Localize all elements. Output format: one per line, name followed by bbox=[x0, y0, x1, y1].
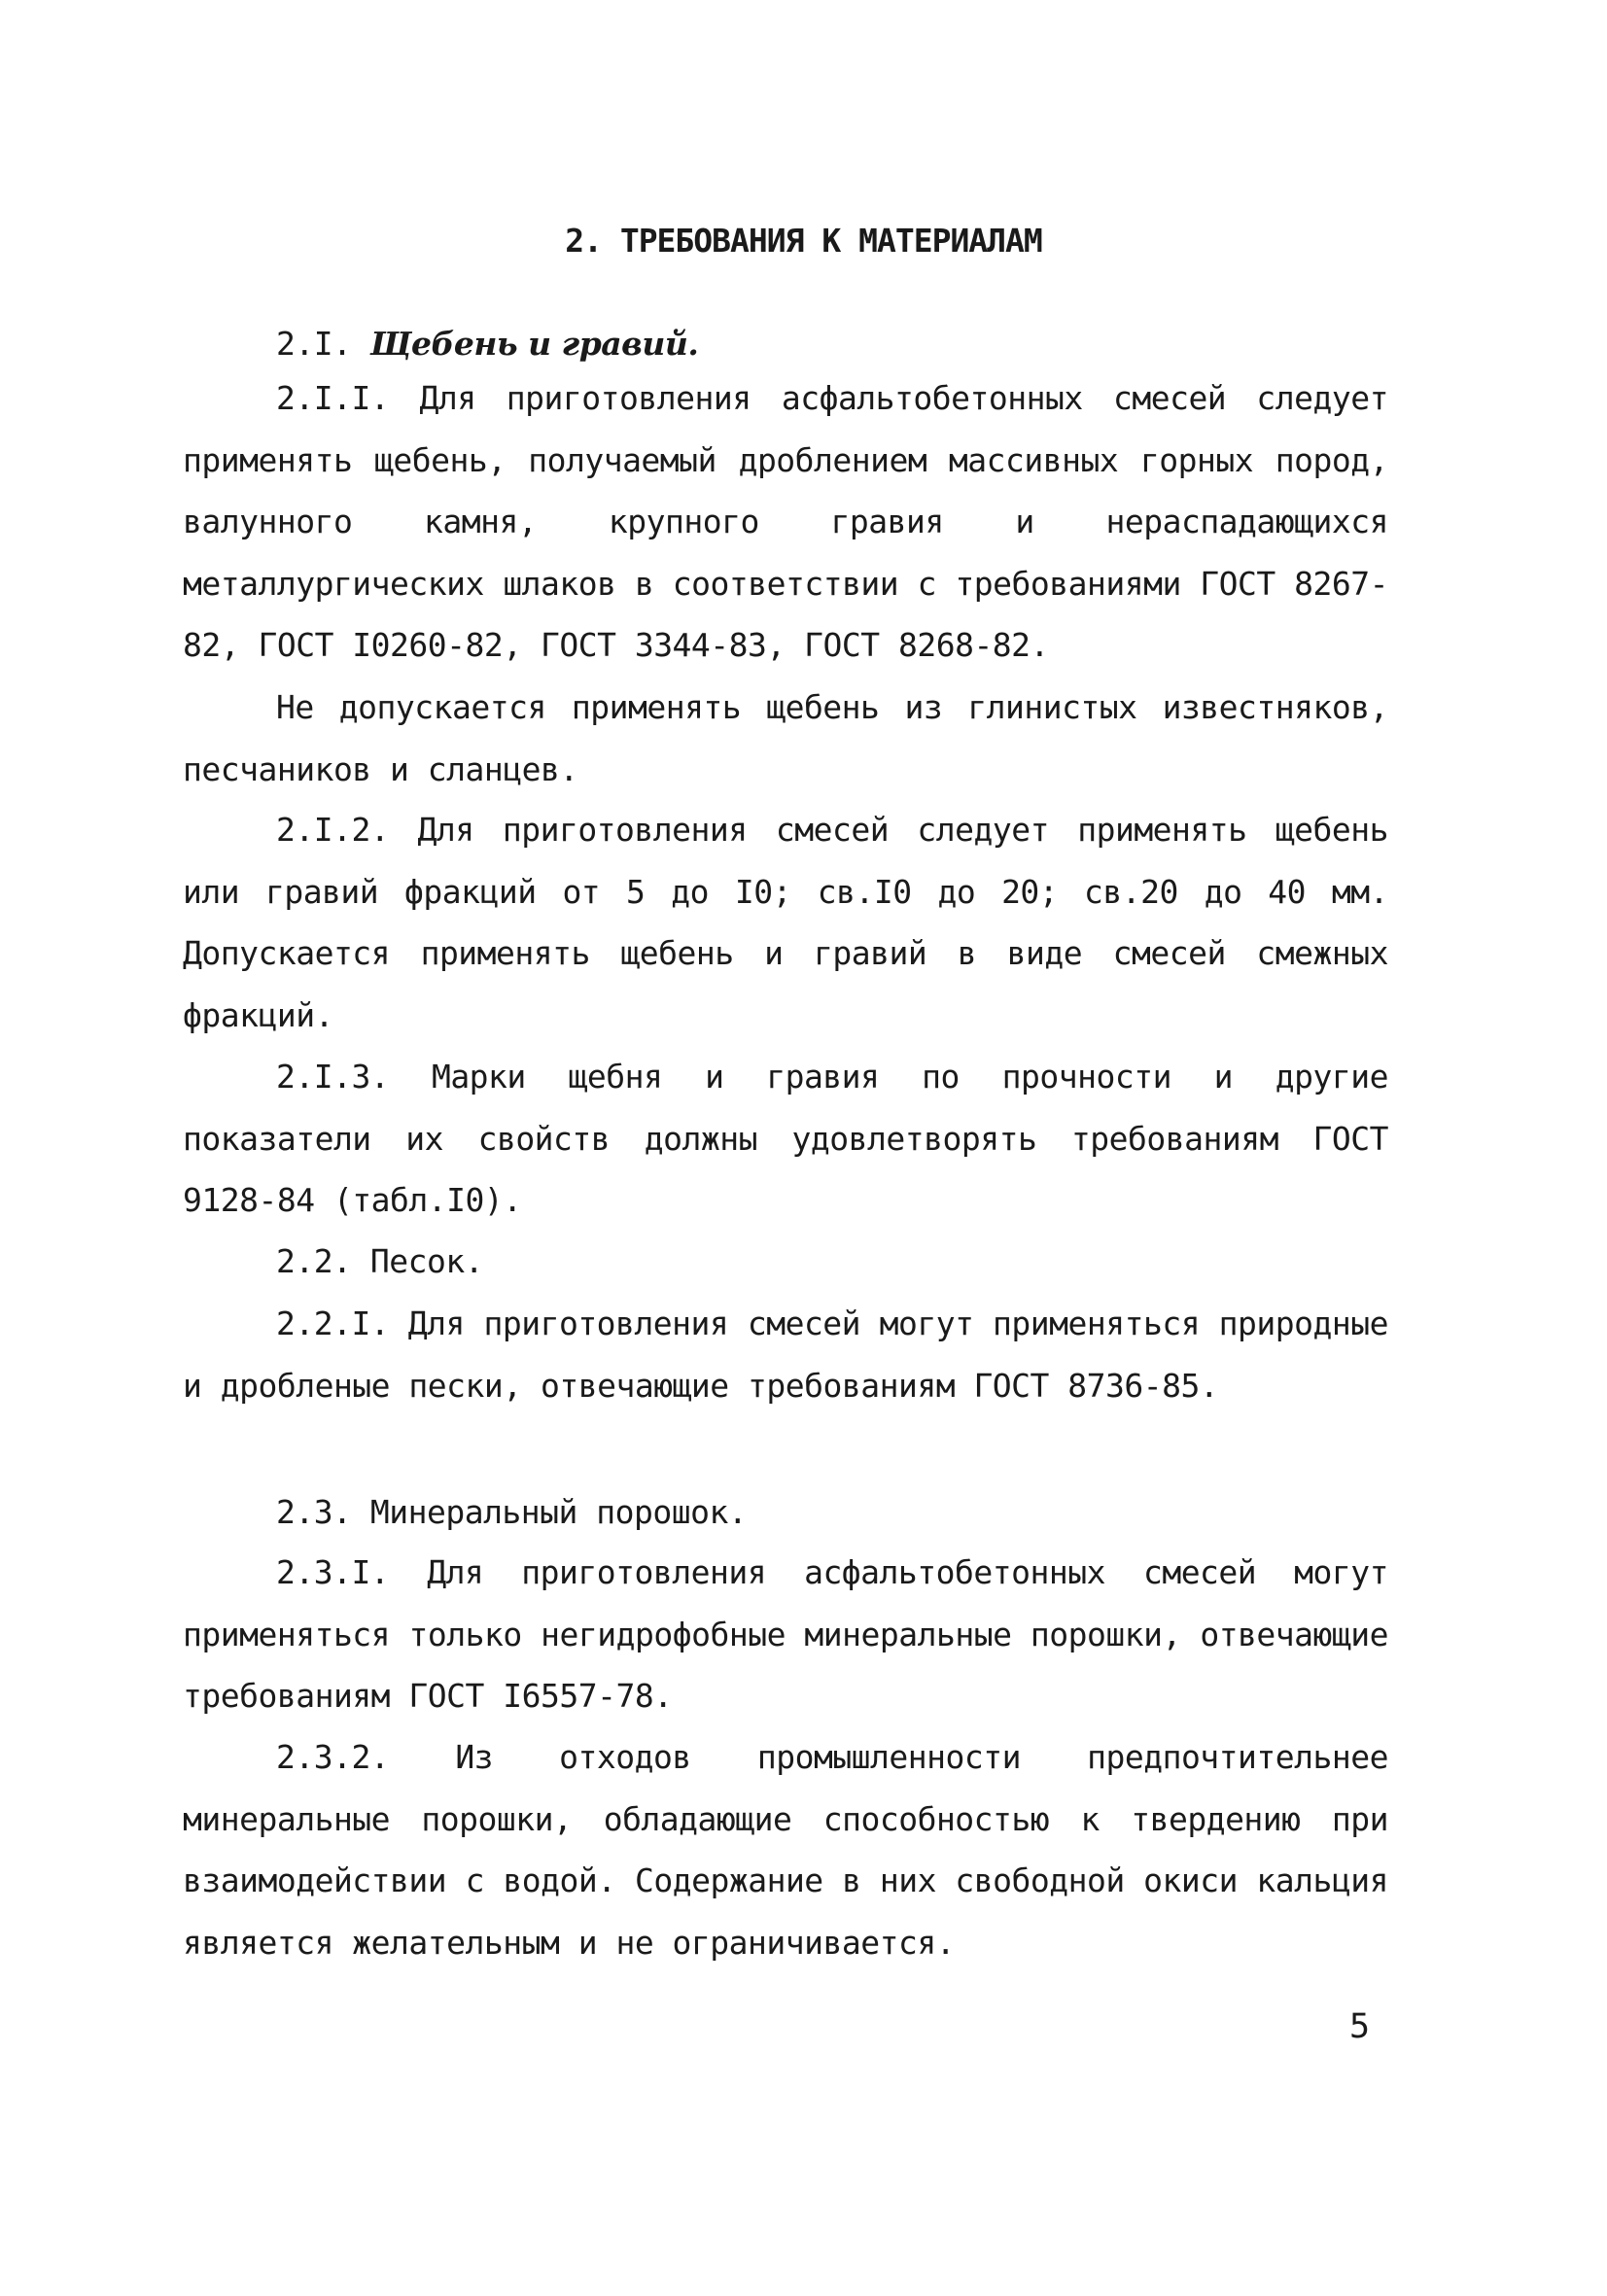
page-number: 5 bbox=[1349, 2007, 1371, 2046]
subsection-title: Щебень и гравий. bbox=[369, 325, 699, 363]
paragraph-2-2-1: 2.2.I. Для приготовления смесей могут применяться природные и дробленые пески, отвечающие требованиям ГОСТ 8736-85. bbox=[183, 1305, 1388, 1405]
section-title: 2. ТРЕБОВАНИЯ К МАТЕРИАЛАМ bbox=[565, 222, 1042, 260]
subsection-heading-2-3 bbox=[276, 1481, 747, 1544]
paragraph-prohibition: Не допускается применять щебень из глинистых известняков, песчаников и сланцев. bbox=[183, 688, 1388, 788]
subsection-title: Минеральный порошок. bbox=[369, 1493, 748, 1531]
paragraph-2-3-1: 2.3.I. Для приготовления асфальтобетонных смесей могут применяться только негидрофобные минеральные порошки, отвечающие требованиям ГОСТ I6557-78. bbox=[183, 1553, 1388, 1715]
paragraph-2-3-2: 2.3.2. Из отходов промышленности предпочтительнее минеральные порошки, обладающие способностью к твердению при взаимодействии с водой. Содержание в них свободной окиси кальция является желательным и не ограничивается. bbox=[183, 1738, 1388, 1962]
subsection-number: 2.3. bbox=[276, 1493, 352, 1531]
paragraph-2-1-2: 2.I.2. Для приготовления смесей следует применять щебень или гравий фракций от 5 до I0; св.I0 до 20; св.20 до 40 мм. Допускается применять щебень и гравий в виде смесей смежных фракций. bbox=[183, 811, 1388, 1034]
subsection-heading-2-2 bbox=[276, 1231, 483, 1293]
subsection-heading-2-1 bbox=[276, 313, 698, 375]
paragraph-2-1-1: 2.I.I. Для приготовления асфальтобетонных смесей следует применять щебень, получаемый дроблением массивных горных пород, валунного камня, крупного гравия и нераспадающихся металлургических шлаков в соответствии с требованиями ГОСТ 8267-82, ГОСТ I0260-82, ГОСТ 3344-83, ГОСТ 8268-82. bbox=[183, 379, 1388, 664]
subsection-number: 2.I. bbox=[276, 325, 352, 363]
subsection-title: Песок. bbox=[369, 1242, 484, 1280]
paragraph-2-1-3: 2.I.3. Марки щебня и гравия по прочности и другие показатели их свойств должны удовлетворять требованиям ГОСТ 9128-84 (табл.I0). bbox=[183, 1058, 1388, 1219]
subsection-number: 2.2. bbox=[276, 1242, 352, 1280]
